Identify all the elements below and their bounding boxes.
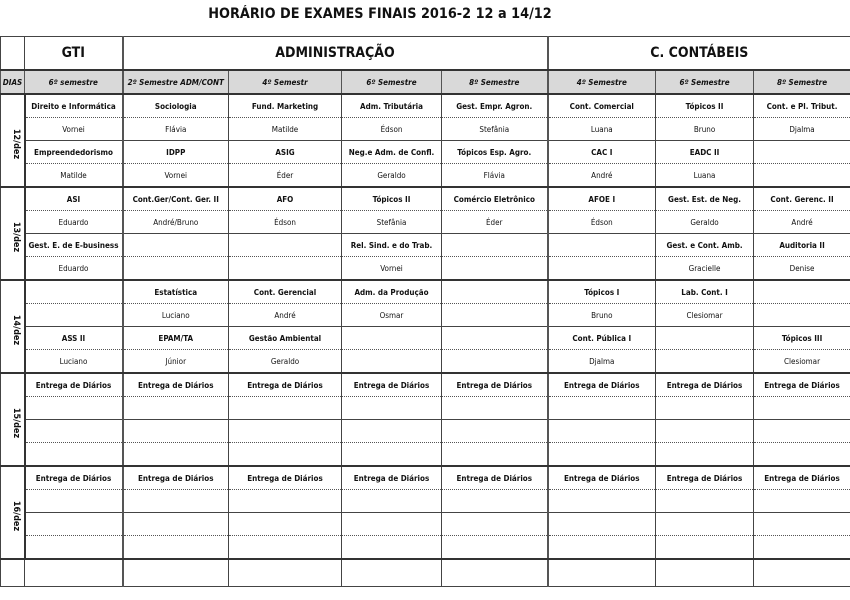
semester-header: 6º semestre [25,70,123,94]
empty-cell [754,559,850,587]
exam-subject-cell: Entrega de Diários [548,373,656,397]
exam-subject-cell: Entrega de Diários [442,373,548,397]
exam-subject-cell [548,513,656,536]
exam-subject-cell: Adm. da Produção [342,280,442,304]
corner-cell [1,37,25,71]
exam-subject-cell: Cont. e Pl. Tribut. [754,94,850,118]
day-label-text: 14/dez [11,314,22,346]
exam-subject-cell: Gest. Empr. Agron. [442,94,548,118]
exam-subject-cell: Tópicos III [754,327,850,350]
empty-cell [1,559,25,587]
exam-subject-cell [229,420,342,443]
exam-teacher-cell [656,490,754,513]
schedule-row [1,466,850,490]
exam-teacher-cell: André [548,164,656,188]
exam-teacher-cell: André/Bruno [123,211,229,234]
exam-subject-cell [229,234,342,257]
exam-teacher-cell [229,490,342,513]
schedule-row [1,304,850,327]
day-label [1,280,25,373]
empty-cell [123,559,229,587]
exam-teacher-cell: Matilde [25,164,123,188]
exam-teacher-cell: Geraldo [656,211,754,234]
exam-teacher-cell [442,397,548,420]
exam-subject-cell: Fund. Marketing [229,94,342,118]
exam-teacher-cell [25,490,123,513]
exam-teacher-cell [123,443,229,467]
exam-teacher-cell [754,536,850,560]
exam-subject-cell: ASS II [25,327,123,350]
exam-teacher-cell: Vornei [342,257,442,281]
exam-teacher-cell [754,304,850,327]
exam-subject-cell [442,420,548,443]
exam-subject-cell: Entrega de Diários [442,466,548,490]
schedule-row [1,234,850,257]
exam-subject-cell: Sociologia [123,94,229,118]
dias-header: DIAS [1,70,25,94]
exam-teacher-cell [442,350,548,374]
exam-subject-cell: Entrega de Diários [548,466,656,490]
exam-teacher-cell [342,397,442,420]
exam-teacher-cell: Vornei [25,118,123,141]
exam-subject-cell: Comércio Eletrônico [442,187,548,211]
schedule-row [1,536,850,560]
exam-subject-cell: Entrega de Diários [754,466,850,490]
exam-teacher-cell [342,443,442,467]
exam-subject-cell: EPAM/TA [123,327,229,350]
exam-teacher-cell: Luciano [123,304,229,327]
exam-teacher-cell [25,536,123,560]
exam-subject-cell: Adm. Tributária [342,94,442,118]
day-label-text: 15/dez [11,407,22,439]
exam-teacher-cell: Geraldo [229,350,342,374]
exam-teacher-cell [342,490,442,513]
exam-subject-cell: Auditoria II [754,234,850,257]
schedule-row [1,164,850,188]
exam-teacher-cell: Luciano [25,350,123,374]
exam-subject-cell [123,420,229,443]
exam-teacher-cell: Djalma [754,118,850,141]
exam-subject-cell [442,327,548,350]
exam-teacher-cell: Clesiomar [656,304,754,327]
exam-teacher-cell: Édson [342,118,442,141]
semester-header: 4º Semestr [229,70,342,94]
exam-subject-cell [25,513,123,536]
exam-teacher-cell [656,350,754,374]
exam-teacher-cell [342,350,442,374]
schedule-row [1,443,850,467]
exam-teacher-cell: Eduardo [25,257,123,281]
schedule-row [1,211,850,234]
exam-teacher-cell [123,257,229,281]
exam-subject-cell [342,420,442,443]
exam-subject-cell [442,513,548,536]
exam-subject-cell [754,280,850,304]
exam-teacher-cell [229,443,342,467]
exam-teacher-cell: Vornei [123,164,229,188]
exam-teacher-cell [548,443,656,467]
exam-subject-cell: Tópicos II [656,94,754,118]
exam-teacher-cell [754,443,850,467]
exam-subject-cell [442,234,548,257]
exam-teacher-cell: Geraldo [342,164,442,188]
exam-teacher-cell: Osmar [342,304,442,327]
exam-teacher-cell: Clesiomar [754,350,850,374]
exam-subject-cell: Estatística [123,280,229,304]
exam-subject-cell: Gest. E. de E-business [25,234,123,257]
exam-subject-cell: AFOE I [548,187,656,211]
exam-subject-cell: Gest. e Cont. Amb. [656,234,754,257]
exam-subject-cell: ASI [25,187,123,211]
semester-header: 4º Semestre [548,70,656,94]
exam-teacher-cell [342,536,442,560]
exam-subject-cell: Cont.Ger/Cont. Ger. II [123,187,229,211]
day-label-text: 12/dez [11,128,22,160]
exam-teacher-cell: Eduardo [25,211,123,234]
day-label [1,466,25,559]
exam-teacher-cell [656,536,754,560]
schedule-row [1,397,850,420]
exam-subject-cell [548,234,656,257]
exam-teacher-cell [123,397,229,420]
schedule-row [1,141,850,164]
exam-subject-cell [25,280,123,304]
exam-subject-cell: Entrega de Diários [25,373,123,397]
exam-teacher-cell: André [229,304,342,327]
exam-teacher-cell: Denise [754,257,850,281]
exam-teacher-cell [442,443,548,467]
day-label-text: 13/dez [11,221,22,253]
exam-teacher-cell [123,536,229,560]
course-group-row [1,37,850,71]
semester-header: 6º Semestre [656,70,754,94]
schedule-row [1,420,850,443]
day-label-text: 16/dez [11,500,22,532]
exam-subject-cell [123,234,229,257]
semester-header: 6º Semestre [342,70,442,94]
exam-teacher-cell: Éder [442,211,548,234]
exam-subject-cell: Rel. Sind. e do Trab. [342,234,442,257]
exam-subject-cell: AFO [229,187,342,211]
exam-subject-cell: Empreendedorismo [25,141,123,164]
exam-subject-cell [342,513,442,536]
exam-subject-cell: Cont. Gerenc. II [754,187,850,211]
exam-teacher-cell: Gracielle [656,257,754,281]
exam-teacher-cell [25,443,123,467]
exam-subject-cell [25,420,123,443]
exam-subject-cell [754,513,850,536]
exam-subject-cell: Entrega de Diários [123,466,229,490]
semester-header: 8º Semestre [754,70,850,94]
schedule-row [1,327,850,350]
exam-teacher-cell [229,397,342,420]
exam-teacher-cell [754,397,850,420]
exam-subject-cell: Cont. Comercial [548,94,656,118]
exam-teacher-cell: Édson [229,211,342,234]
exam-subject-cell: Cont. Gerencial [229,280,342,304]
exam-teacher-cell: Flávia [442,164,548,188]
exam-subject-cell: Gestão Ambiental [229,327,342,350]
exam-subject-cell: Tópicos I [548,280,656,304]
exam-subject-cell: Entrega de Diários [229,466,342,490]
exam-teacher-cell: Édson [548,211,656,234]
exam-teacher-cell [548,397,656,420]
exam-subject-cell: Entrega de Diários [123,373,229,397]
exam-subject-cell: Cont. Pública I [548,327,656,350]
exam-teacher-cell [656,397,754,420]
exam-teacher-cell: Stefânia [342,211,442,234]
exam-subject-cell: Entrega de Diários [754,373,850,397]
semester-header: 2º Semestre ADM/CONT [123,70,229,94]
exam-teacher-cell [25,304,123,327]
schedule-row [1,280,850,304]
exam-teacher-cell: Luana [548,118,656,141]
exam-subject-cell [123,513,229,536]
exam-teacher-cell [656,443,754,467]
exam-subject-cell [442,280,548,304]
exam-subject-cell: Tópicos Esp. Agro. [442,141,548,164]
empty-cell [25,559,123,587]
exam-teacher-cell [229,536,342,560]
exam-teacher-cell [754,490,850,513]
schedule-row [1,490,850,513]
exam-teacher-cell: Stefânia [442,118,548,141]
exam-teacher-cell: Júnior [123,350,229,374]
schedule-row [1,118,850,141]
exam-subject-cell: EADC II [656,141,754,164]
exam-subject-cell: Entrega de Diários [229,373,342,397]
schedule-row [1,350,850,374]
exam-teacher-cell [548,536,656,560]
exam-subject-cell: Lab. Cont. I [656,280,754,304]
exam-subject-cell: CAC I [548,141,656,164]
semester-header-row [1,70,850,94]
group-header-gti: GTI [25,37,123,71]
exam-subject-cell [754,141,850,164]
day-label [1,94,25,187]
exam-subject-cell: Direito e Informática [25,94,123,118]
empty-footer-row [1,559,850,587]
schedule-row [1,257,850,281]
day-label [1,187,25,280]
exam-teacher-cell [442,257,548,281]
exam-subject-cell: ASIG [229,141,342,164]
empty-cell [229,559,342,587]
exam-teacher-cell: Djalma [548,350,656,374]
page-title: HORÁRIO DE EXAMES FINAIS 2016-2 12 a 14/12 [208,6,552,22]
exam-teacher-cell: Bruno [656,118,754,141]
group-header-contabeis: C. CONTÁBEIS [548,37,850,71]
empty-cell [442,559,548,587]
exam-subject-cell [656,513,754,536]
exam-subject-cell: Neg.e Adm. de Confl. [342,141,442,164]
schedule-row [1,373,850,397]
exam-teacher-cell [548,257,656,281]
exam-subject-cell: Tópicos II [342,187,442,211]
exam-subject-cell: Gest. Est. de Neg. [656,187,754,211]
empty-cell [656,559,754,587]
exam-subject-cell [548,420,656,443]
empty-cell [548,559,656,587]
day-label [1,373,25,466]
schedule-row [1,94,850,118]
exam-subject-cell: IDPP [123,141,229,164]
exam-teacher-cell: Matilde [229,118,342,141]
exam-subject-cell: Entrega de Diários [656,373,754,397]
exam-subject-cell: Entrega de Diários [25,466,123,490]
exam-teacher-cell: Éder [229,164,342,188]
exam-teacher-cell [754,164,850,188]
exam-subject-cell: Entrega de Diários [656,466,754,490]
exam-subject-cell [754,420,850,443]
exam-teacher-cell [548,490,656,513]
semester-header: 8º Semestre [442,70,548,94]
schedule-row [1,513,850,536]
schedule-row [1,187,850,211]
exam-subject-cell [229,513,342,536]
exam-subject-cell [656,420,754,443]
exam-subject-cell: Entrega de Diários [342,466,442,490]
exam-teacher-cell [229,257,342,281]
exam-teacher-cell [442,304,548,327]
empty-cell [342,559,442,587]
group-header-administracao: ADMINISTRAÇÃO [123,37,548,71]
exam-teacher-cell [123,490,229,513]
exam-teacher-cell: Flávia [123,118,229,141]
exam-teacher-cell: André [754,211,850,234]
exam-teacher-cell: Bruno [548,304,656,327]
exam-teacher-cell [442,490,548,513]
exam-teacher-cell [442,536,548,560]
exam-schedule-table [0,36,850,587]
exam-subject-cell: Entrega de Diários [342,373,442,397]
exam-subject-cell [342,327,442,350]
exam-teacher-cell [25,397,123,420]
exam-teacher-cell: Luana [656,164,754,188]
exam-subject-cell [656,327,754,350]
